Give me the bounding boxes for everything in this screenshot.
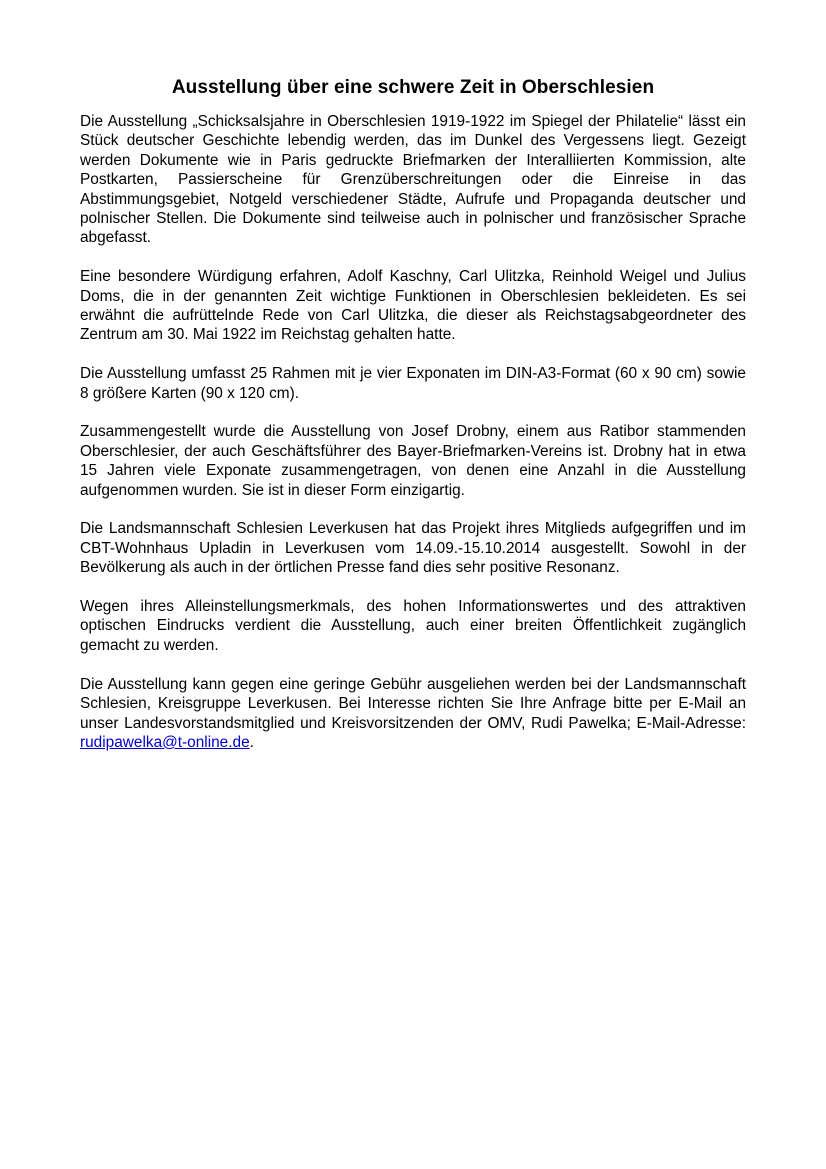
- paragraph-public-appeal: Wegen ihres Alleinstellungsmerkmals, des hohen Informationswertes und des attraktiven optischen Eindrucks verdient die Ausstellung, auch einer breiten Öffentlichkeit zugänglich gemacht zu werden.: [80, 598, 746, 654]
- contact-text-after: .: [249, 733, 254, 751]
- paragraph-leverkusen: Die Landsmannschaft Schlesien Leverkusen hat das Projekt ihres Mitglieds aufgegriffen und im CBT-Wohnhaus Upladin in Leverkusen vom 14.09.-15.10.2014 ausgestellt. Sowohl in der Bevölkerung als auch in der örtlichen Presse fand dies sehr positive Resonanz.: [80, 520, 746, 577]
- paragraph-curator: Zusammengestellt wurde die Ausstellung von Josef Drobny, einem aus Ratibor stammenden Oberschlesier, der auch Geschäftsführer des Bayer-Briefmarken-Vereins ist. Drobny hat in etwa 15 Jahren viele Exponate zusammengetragen, von denen eine Anzahl in die Ausstellung aufgenommen wurden. Sie ist in dieser Form einzigartig.: [80, 423, 746, 499]
- document-title: Ausstellung über eine schwere Zeit in Oberschlesien: [171, 77, 655, 98]
- paragraph-intro: Die Ausstellung „Schicksalsjahre in Oberschlesien 1919-1922 im Spiegel der Philatelie“ lässt ein Stück deutscher Geschichte lebendig werden, das im Dunkel des Vergessens liegt. Gezeigt werden Dokumente wie in Paris gedruckte Briefmarken der Interalliierten Kommission, alte Postkarten, Passierscheine für Grenzüberschreitungen oder die Einreise in das Abstimmungsgebiet, Notgeld verschiedener Städte, Aufrufe und Propaganda deutscher und polnischer Stellen. Die Dokumente sind teilweise auch in polnischer und französischer Sprache abgefasst.: [80, 113, 746, 247]
- paragraph-persons: Eine besondere Würdigung erfahren, Adolf Kaschny, Carl Ulitzka, Reinhold Weigel und Julius Doms, die in der genannten Zeit wichtige Funktionen in Oberschlesien bekleideten. Es sei erwähnt die aufrüttelnde Rede von Carl Ulitzka, die dieser als Reichstagsabgeordneter des Zentrum am 30. Mai 1922 im Reichstag gehalten hatte.: [80, 268, 746, 344]
- contact-text-before: Die Ausstellung kann gegen eine geringe Gebühr ausgeliehen werden bei der Landsmannschaft Schlesien, Kreisgruppe Leverkusen. Bei Interesse richten Sie Ihre Anfrage bitte per E-Mail an unser Landesvorstandsmitglied und Kreisvorsitzenden der OMV, Rudi Pawelka; E-Mail-Adresse:: [80, 675, 746, 732]
- email-link[interactable]: rudipawelka@t-online.de: [80, 733, 250, 751]
- paragraph-exhibit-size: Die Ausstellung umfasst 25 Rahmen mit je vier Exponaten im DIN-A3-Format (60 x 90 cm) sowie 8 größere Karten (90 x 120 cm).: [80, 365, 746, 402]
- paragraph-contact: [80, 675, 746, 753]
